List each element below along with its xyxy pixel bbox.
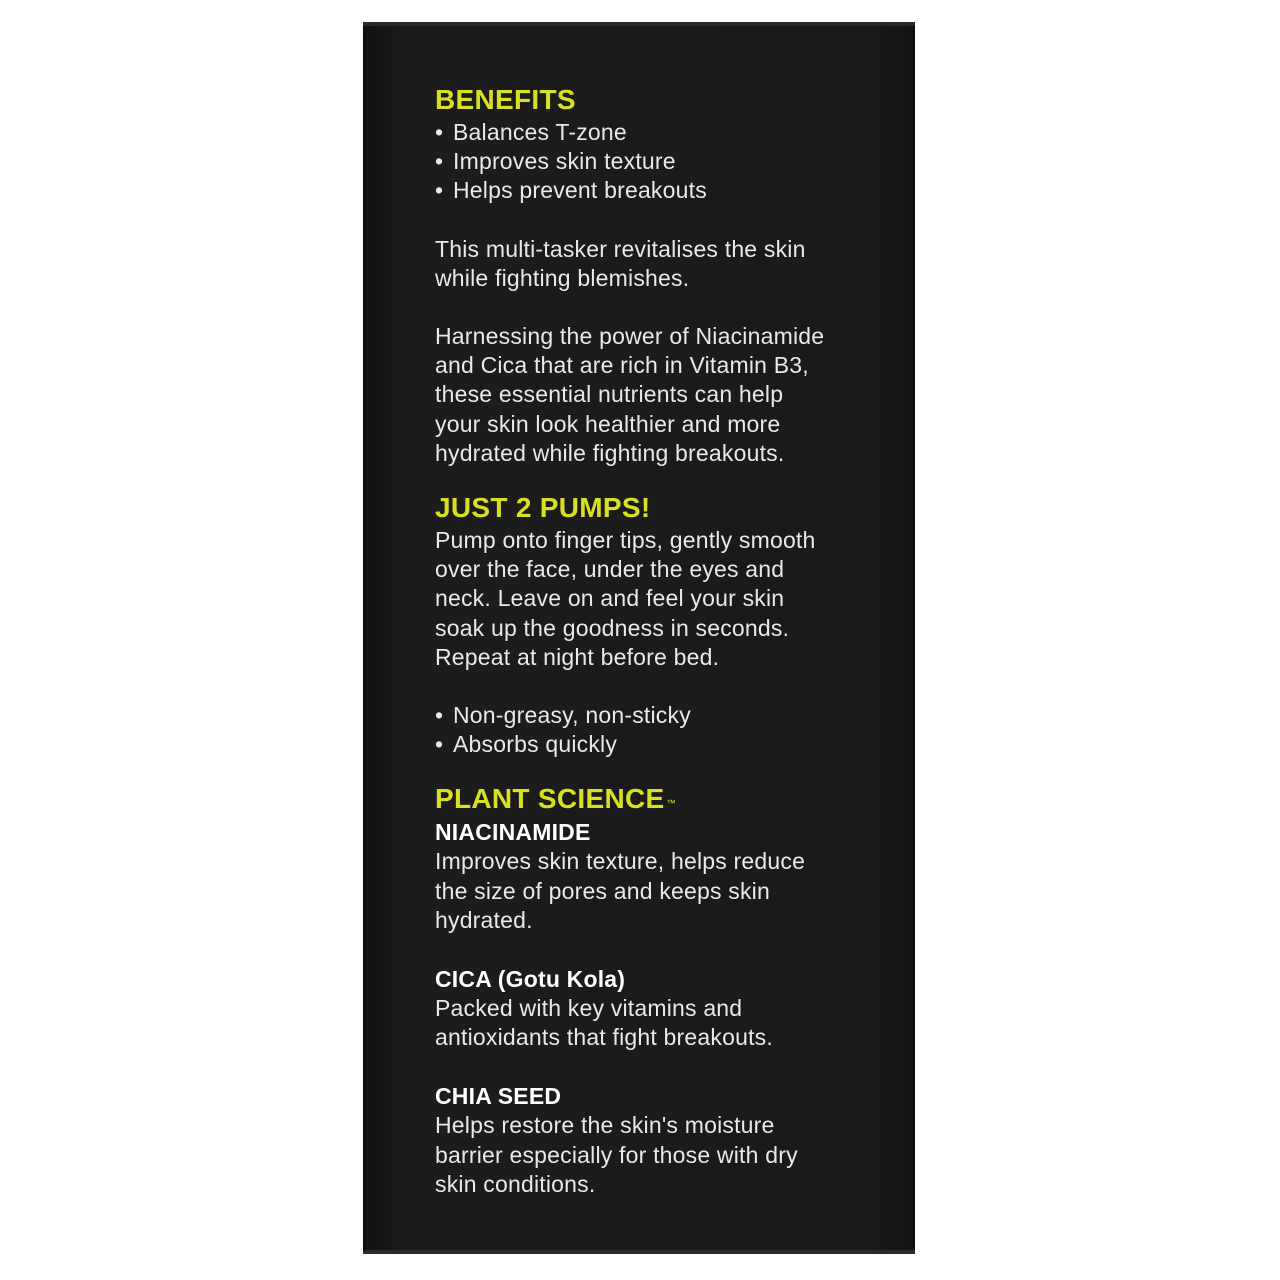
benefits-heading: BENEFITS [435, 84, 576, 115]
benefits-paragraph-1: This multi-tasker revitalises the skin while fighting blemishes. [435, 235, 806, 291]
list-item: • Absorbs quickly [435, 730, 875, 759]
list-item: • Improves skin texture [435, 147, 875, 176]
panel-content [435, 82, 875, 1199]
ingredient-description: Packed with key vitamins and antioxidants that fight breakouts. [435, 995, 773, 1051]
bullet-icon: • [435, 702, 444, 729]
box-bottom-edge [363, 1250, 915, 1254]
bullet-icon: • [435, 148, 444, 175]
bullet-icon: • [435, 119, 444, 145]
plant-science-heading: PLANT SCIENCE ™ [435, 783, 676, 815]
ingredient-cica [435, 964, 875, 1052]
ingredient-chia-seed [435, 1081, 875, 1199]
benefits-list [435, 118, 875, 206]
bullet-icon: • [435, 177, 444, 204]
ingredient-description: Improves skin texture, helps reduce the size of pores and keeps skin hydrated. [435, 848, 806, 933]
list-item: • Non-greasy, non-sticky [435, 701, 875, 730]
trademark-mark: ™ [666, 798, 676, 809]
pumps-list [435, 701, 875, 759]
list-item: • Balances T-zone [435, 118, 875, 147]
benefits-paragraph-2: Harnessing the power of Niacinamide and Cica that are rich in Vitamin B3, these essential nutrients can help your skin look healthier and more hydrated while fighting breakouts. [435, 323, 825, 466]
ingredient-name: NIACINAMIDE [435, 819, 591, 846]
box-top-edge [363, 22, 915, 26]
pumps-paragraph: Pump onto finger tips, gently smooth over the face, under the eyes and neck. Leave on and feel your skin soak up the goodness in seconds. Repeat at night before bed. [435, 527, 816, 670]
ingredient-description: Helps restore the skin's moisture barrier especially for those with dry skin conditions. [435, 1112, 798, 1197]
ingredient-name: CICA (Gotu Kola) [435, 966, 626, 993]
list-item: • Helps prevent breakouts [435, 176, 875, 205]
ingredient-name: CHIA SEED [435, 1083, 562, 1110]
pumps-heading: JUST 2 PUMPS! [435, 492, 651, 524]
ingredient-niacinamide [435, 817, 875, 935]
bullet-icon: • [435, 731, 444, 758]
